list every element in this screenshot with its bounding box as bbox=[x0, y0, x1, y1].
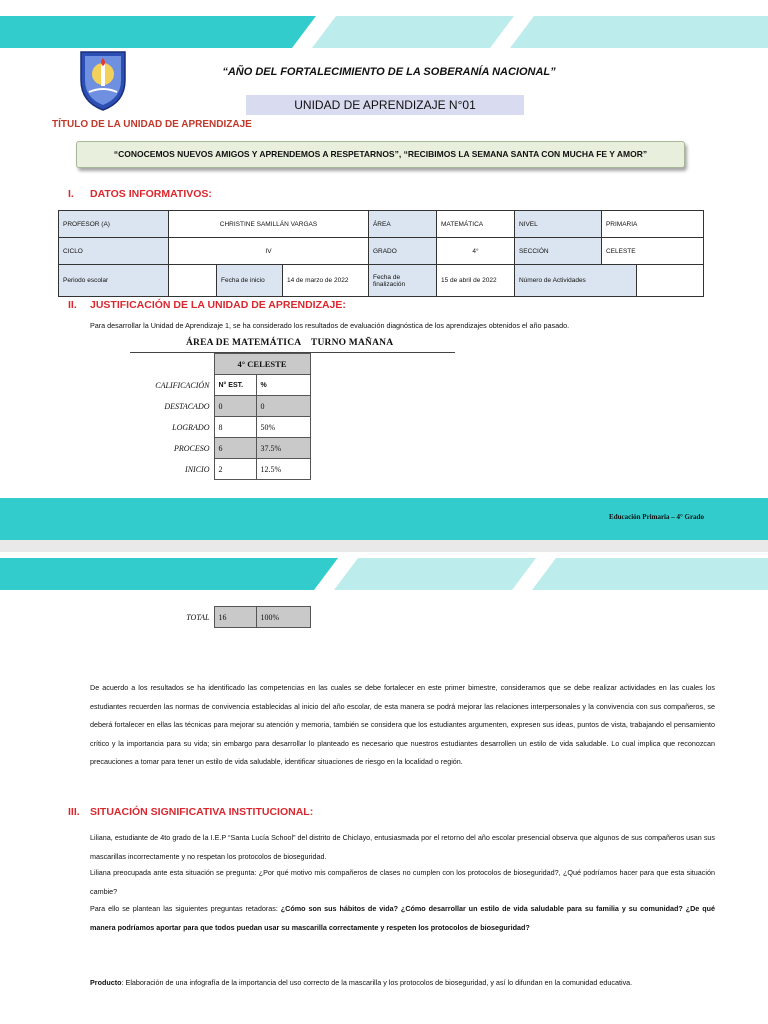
situation-p3-intro: Para ello se plantean las siguientes preguntas retadoras: bbox=[90, 904, 281, 913]
results-row bbox=[128, 459, 310, 480]
section-3-heading bbox=[68, 806, 313, 818]
situation-p3-questions: ¿Cómo son sus hábitos de vida? ¿Cómo desarrollar un estilo de vida saludable para su familia y su comunidad? ¿De qué manera podríamos aportar para que todos puedan usar su mascarilla correctamente y respeten los protocolos de bioseguridad? bbox=[90, 904, 715, 932]
section-1-number: I. bbox=[68, 188, 74, 200]
results-row bbox=[128, 396, 310, 417]
info-cell: 14 de marzo de 2022 bbox=[283, 265, 369, 297]
results-col-n: N° EST. bbox=[214, 375, 256, 396]
results-col-label: CALIFICACIÓN bbox=[155, 380, 210, 390]
info-cell bbox=[637, 265, 704, 297]
info-cell: MATEMÁTICA bbox=[436, 211, 514, 238]
info-cell: Periodo escolar bbox=[59, 265, 169, 297]
results-row-pct: 0 bbox=[256, 396, 310, 417]
results-row bbox=[128, 438, 310, 459]
results-row-pct: 50% bbox=[256, 417, 310, 438]
info-cell: GRADO bbox=[368, 238, 436, 265]
header-band bbox=[0, 558, 768, 590]
results-row-n: 0 bbox=[214, 396, 256, 417]
info-cell: PRIMARIA bbox=[601, 211, 703, 238]
document-page-2 bbox=[0, 552, 768, 1024]
section-2-title: JUSTIFICACIÓN DE LA UNIDAD DE APRENDIZAJE: bbox=[90, 299, 346, 311]
info-cell: PROFESOR (A) bbox=[59, 211, 169, 238]
info-row-3 bbox=[59, 265, 704, 297]
info-cell: NIVEL bbox=[514, 211, 601, 238]
situation-paragraph-1: Liliana, estudiante de 4to grado de la I.E.P “Santa Lucía School” del distrito de Chiclayo, entusiasmada por el retorno del año escolar presencial observa que algunos de sus compañeros usan sus mascarillas incorrectamente y no respetan los protocolos de bioseguridad. bbox=[90, 833, 715, 861]
situation-paragraph-2: Liliana preocupada ante esta situación se pregunta: ¿Por qué motivo mis compañeros de clases no cumplen con los protocolos de bioseguridad?, ¿Qué podríamos hacer para que esta situación cambie? bbox=[90, 868, 715, 896]
results-row-n: 8 bbox=[214, 417, 256, 438]
situation-paragraph-3 bbox=[90, 900, 715, 937]
results-group-row bbox=[128, 354, 310, 375]
footer-text: Educación Primaria – 4° Grado bbox=[609, 513, 704, 521]
info-cell: CELESTE bbox=[601, 238, 703, 265]
results-total-n: 16 bbox=[214, 607, 256, 628]
info-cell: CHRISTINE SAMILLÁN VARGAS bbox=[169, 211, 369, 238]
unit-title-banner: “CONOCEMOS NUEVOS AMIGOS Y APRENDEMOS A RESPETARNOS”, “RECIBIMOS LA SEMANA SANTA CON MUCHA FE Y AMOR” bbox=[76, 141, 685, 168]
info-cell: 15 de abril de 2022 bbox=[436, 265, 514, 297]
product-paragraph bbox=[90, 974, 715, 993]
results-row bbox=[128, 417, 310, 438]
results-row-label: DESTACADO bbox=[164, 401, 210, 411]
results-row-label: PROCESO bbox=[173, 443, 210, 453]
info-cell: 4° bbox=[436, 238, 514, 265]
results-header-row bbox=[128, 375, 310, 396]
info-cell: Número de Actividades bbox=[514, 265, 636, 297]
product-label: Producto bbox=[90, 978, 122, 987]
info-table bbox=[58, 210, 704, 297]
results-total-row bbox=[128, 607, 310, 628]
info-cell: CICLO bbox=[59, 238, 169, 265]
section-1-title: DATOS INFORMATIVOS: bbox=[90, 188, 212, 200]
results-heading: ÁREA DE MATEMÁTICA TURNO MAÑANA bbox=[186, 338, 394, 348]
results-table bbox=[128, 353, 311, 480]
page-gap bbox=[0, 540, 768, 552]
results-group-header: 4° CELESTE bbox=[214, 354, 310, 375]
results-total-table bbox=[128, 606, 311, 628]
info-cell bbox=[169, 265, 217, 297]
results-total-label: TOTAL bbox=[186, 612, 210, 622]
section-1-heading bbox=[68, 188, 212, 200]
section-3-title: SITUACIÓN SIGNIFICATIVA INSTITUCIONAL: bbox=[90, 806, 314, 818]
info-cell: SECCIÓN bbox=[514, 238, 601, 265]
results-row-n: 6 bbox=[214, 438, 256, 459]
info-cell: Fecha de finalización bbox=[368, 265, 436, 297]
footer-band bbox=[0, 498, 768, 540]
results-col-pct: % bbox=[256, 375, 310, 396]
unit-title-label: TÍTULO DE LA UNIDAD DE APRENDIZAJE bbox=[52, 119, 252, 130]
results-empty-cell bbox=[128, 354, 214, 375]
results-row-pct: 12.5% bbox=[256, 459, 310, 480]
info-cell: IV bbox=[169, 238, 369, 265]
header-band bbox=[0, 16, 768, 48]
results-row-pct: 37.5% bbox=[256, 438, 310, 459]
school-crest-logo bbox=[79, 50, 127, 112]
unit-number: UNIDAD DE APRENDIZAJE N°01 bbox=[246, 95, 524, 115]
results-row-n: 2 bbox=[214, 459, 256, 480]
info-row-1 bbox=[59, 211, 704, 238]
analysis-paragraph: De acuerdo a los resultados se ha identificado las competencias en las cuales se debe fortalecer en este primer bimestre, consideramos que se debe realizar actividades en las cuales los estudiantes recuerden las normas de convivencia establecidas al inicio del año escolar, de esta manera se podrá mejorar las relaciones interpersonales y la convivencia con sus compañeros, se deberá fortalecer en ellas las técnicas para mejorar su atención y memoria, también se considera que los estudiantes argumenten, expresen sus ideas, puntos de vista, trabajando el pensamiento crítico y la importancia para su vida; sin embargo para desarrollar lo planteado es necesario que nuestros estudiantes desarrollen un estilo de vida saludable. Lo cual implica que reconozcan precauciones a tomar para tener un estilo de vida saludable, identificar situaciones de riesgo en la localidad o región. bbox=[90, 683, 715, 766]
section-2-number: II. bbox=[68, 299, 77, 311]
justification-intro: Para desarrollar la Unidad de Aprendizaje 1, se ha considerado los resultados de evaluación diagnóstica de los aprendizajes obtenidos el año pasado. bbox=[90, 321, 570, 330]
results-total-pct: 100% bbox=[256, 607, 310, 628]
section-2-heading bbox=[68, 299, 346, 311]
section-3-number: III. bbox=[68, 806, 80, 818]
info-row-2 bbox=[59, 238, 704, 265]
national-year-motto: “AÑO DEL FORTALECIMIENTO DE LA SOBERANÍA NACIONAL” bbox=[222, 66, 556, 78]
info-cell: Fecha de inicio bbox=[217, 265, 283, 297]
info-cell: ÁREA bbox=[368, 211, 436, 238]
results-row-label: INICIO bbox=[185, 464, 210, 474]
product-text: : Elaboración de una infografía de la importancia del uso correcto de la mascarilla y los protocolos de bioseguridad, y así lo difundan en la comunidad educativa. bbox=[121, 978, 633, 987]
results-row-label: LOGRADO bbox=[172, 422, 210, 432]
